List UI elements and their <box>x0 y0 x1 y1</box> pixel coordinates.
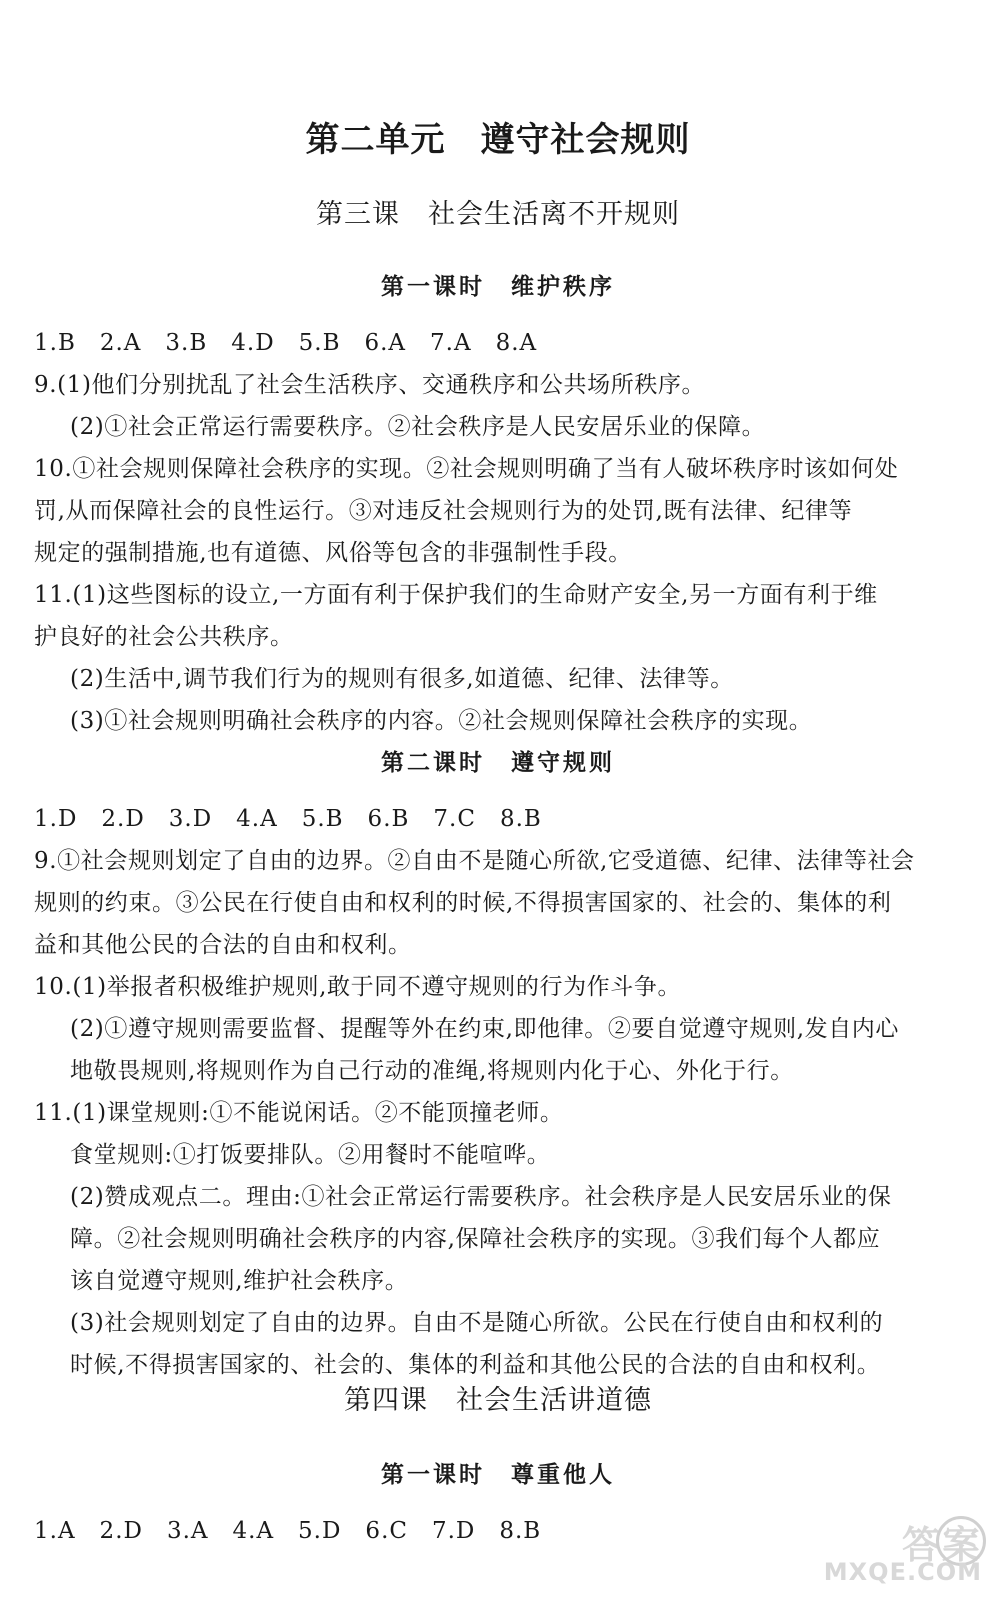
answer-line: 地敬畏规则,将规则作为自己行动的准绳,将规则内化于心、外化于行。 <box>70 1058 794 1084</box>
answer-line: 食堂规则:①打饭要排队。②用餐时不能喧哗。 <box>70 1142 551 1168</box>
answer-line: 罚,从而保障社会的良性运行。③对违反社会规则行为的处罚,既有法律、纪律等 <box>34 498 853 524</box>
answer-line: (3)社会规则划定了自由的边界。自由不是随心所欲。公民在行使自由和权利的 <box>70 1310 884 1336</box>
watermark-url: MXQE.COM <box>823 1558 982 1586</box>
answer-line: 10.(1)举报者积极维护规则,敢于同不遵守规则的行为作斗争。 <box>34 974 682 1000</box>
period-title-maintain-order: 第一课时 维护秩序 <box>381 273 615 300</box>
watermark-text: 答案 <box>901 1523 982 1567</box>
unit-title: 第二单元 遵守社会规则 <box>305 120 691 160</box>
answer-line: 该自觉遵守规则,维护社会秩序。 <box>70 1268 409 1294</box>
answer-line: 10.①社会规则保障社会秩序的实现。②社会规则明确了当有人破坏秩序时该如何处 <box>34 456 899 482</box>
answer-line: 规定的强制措施,也有道德、风俗等包含的非强制性手段。 <box>34 540 632 566</box>
answer-line: 时候,不得损害国家的、社会的、集体的利益和其他公民的合法的自由和权利。 <box>70 1352 881 1378</box>
watermark-logo <box>823 1514 986 1586</box>
answer-line: 9.(1)他们分别扰乱了社会生活秩序、交通秩序和公共场所秩序。 <box>34 372 706 398</box>
answer-line: 11.(1)课堂规则:①不能说闲话。②不能顶撞老师。 <box>34 1100 564 1126</box>
answer-line: 障。②社会规则明确社会秩序的内容,保障社会秩序的实现。③我们每个人都应 <box>70 1226 881 1252</box>
answers-obey-rules <box>34 798 974 1386</box>
answer-line: 11.(1)这些图标的设立,一方面有利于保护我们的生命财产安全,另一方面有利于维 <box>34 582 878 608</box>
answer-line: 规则的约束。③公民在行使自由和权利的时候,不得损害国家的、社会的、集体的利 <box>34 890 892 916</box>
answer-line: (3)①社会规则明确社会秩序的内容。②社会规则保障社会秩序的实现。 <box>70 708 813 734</box>
period-title-respect-others: 第一课时 尊重他人 <box>381 1461 615 1488</box>
multiple-choice-answers: 1.D 2.D 3.D 4.A 5.B 6.B 7.C 8.B <box>34 806 542 832</box>
period-title-obey-rules: 第二课时 遵守规则 <box>381 749 615 776</box>
answer-line: 9.①社会规则划定了自由的边界。②自由不是随心所欲,它受道德、纪律、法律等社会 <box>34 848 915 874</box>
answer-line: (2)①社会正常运行需要秩序。②社会秩序是人民安居乐业的保障。 <box>70 414 766 440</box>
answer-line: 益和其他公民的合法的自由和权利。 <box>34 932 412 958</box>
lesson-title-3: 第三课 社会生活离不开规则 <box>316 199 680 230</box>
multiple-choice-answers: 1.A 2.D 3.A 4.A 5.D 6.C 7.D 8.B <box>34 1518 542 1544</box>
answer-line: 护良好的社会公共秩序。 <box>34 624 294 650</box>
multiple-choice-answers: 1.B 2.A 3.B 4.D 5.B 6.A 7.A 8.A <box>34 330 538 356</box>
answer-line: (2)生活中,调节我们行为的规则有很多,如道德、纪律、法律等。 <box>70 666 734 692</box>
answer-line: (2)赞成观点二。理由:①社会正常运行需要秩序。社会秩序是人民安居乐业的保 <box>70 1184 892 1210</box>
lesson-title-4: 第四课 社会生活讲道德 <box>344 1385 652 1416</box>
answers-maintain-order <box>34 322 974 742</box>
answer-line: (2)①遵守规则需要监督、提醒等外在约束,即他律。②要自觉遵守规则,发自内心 <box>70 1016 900 1042</box>
